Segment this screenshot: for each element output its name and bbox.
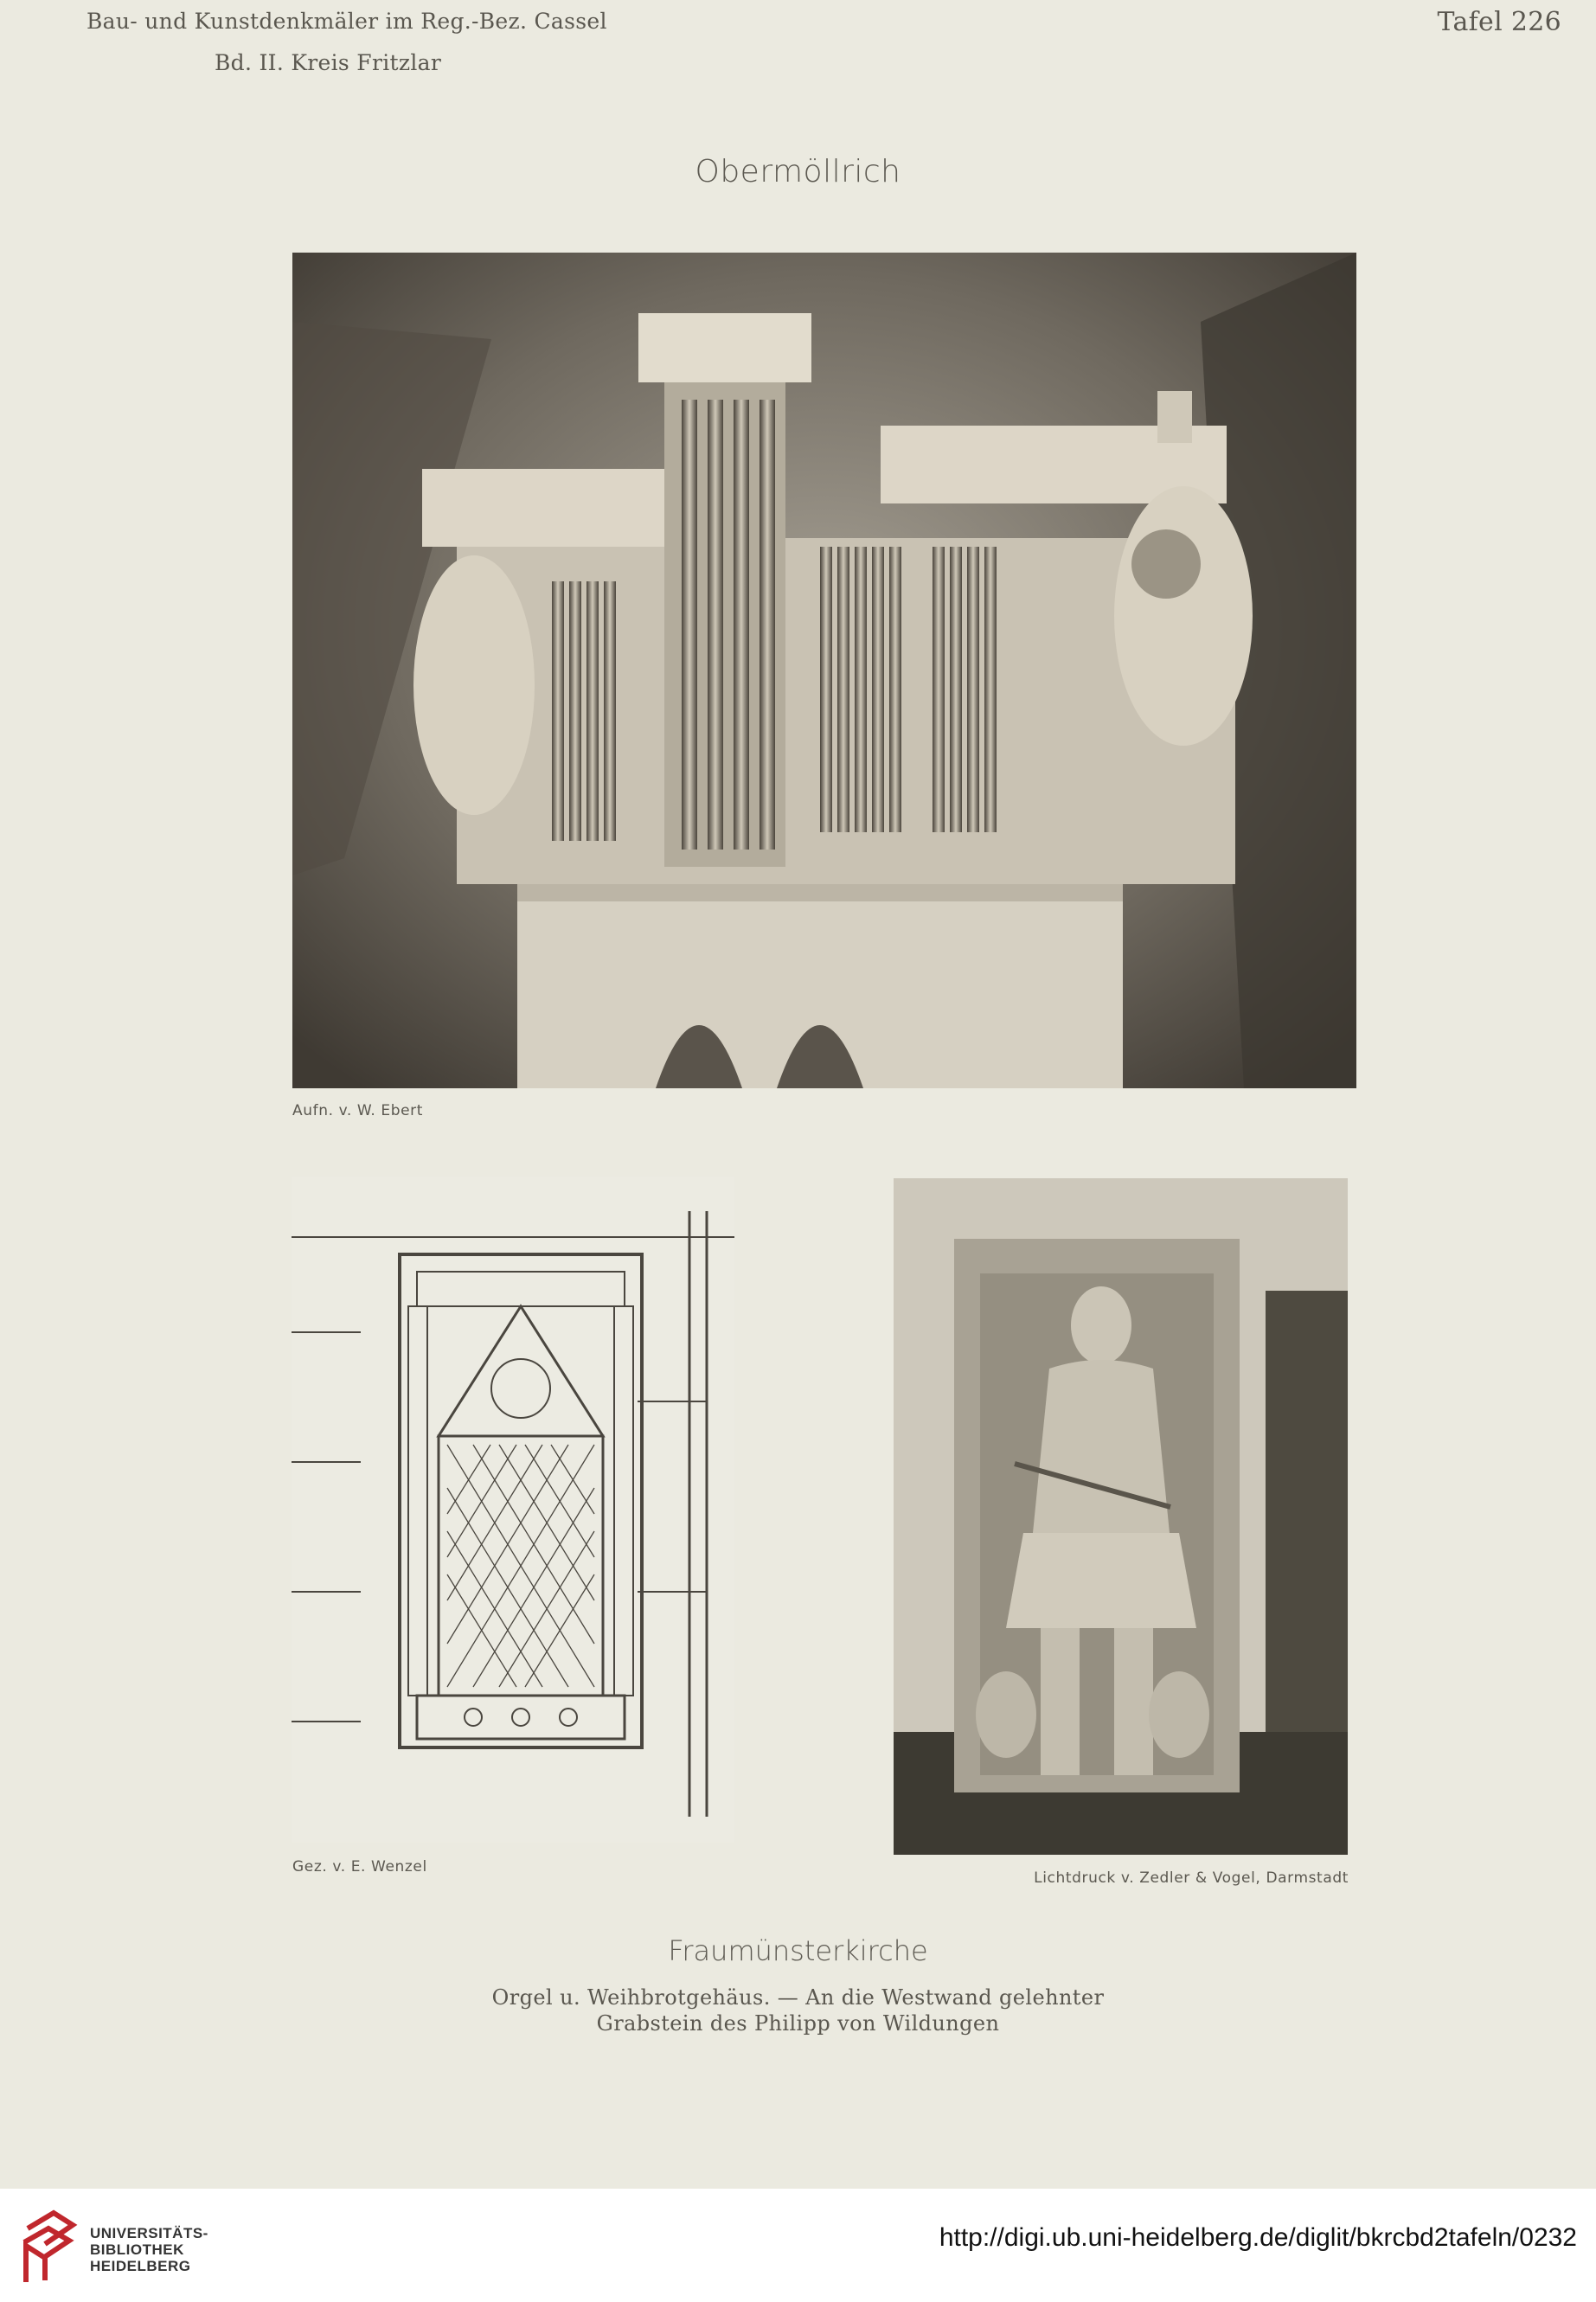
footer-bar: [0, 2189, 1596, 2302]
drawing-credit: Gez. v. E. Wenzel: [292, 1858, 427, 1876]
subject-line-1: Orgel u. Weihbrotgehäus. — An die Westwand gelehnter: [491, 1985, 1105, 2010]
library-name: [90, 2225, 208, 2274]
organ-photo: [292, 253, 1356, 1088]
library-name-line-3: HEIDELBERG: [90, 2258, 191, 2274]
subject-line-2: Grabstein des Philipp von Wildungen: [596, 2011, 1000, 2036]
library-name-line-2: BIBLIOTHEK: [90, 2241, 184, 2258]
volume-title: Bd. II. Kreis Fritzlar: [215, 50, 442, 75]
tombstone-photo: [894, 1178, 1348, 1855]
church-title: Fraumünsterkirche: [668, 1934, 928, 1967]
weihbrotgehaeus-drawing: [292, 1177, 734, 1843]
photo-credit: Aufn. v. W. Ebert: [292, 1102, 424, 1119]
series-title: Bau- und Kunstdenkmäler im Reg.-Bez. Cassel: [87, 9, 607, 34]
plate-number: Tafel 226: [1437, 7, 1561, 37]
library-name-line-1: UNIVERSITÄTS-: [90, 2225, 208, 2241]
library-logo-icon: [19, 2203, 80, 2287]
place-title: Obermöllrich: [695, 154, 901, 189]
permalink-url[interactable]: http://digi.ub.uni-heidelberg.de/diglit/bkrcbd2tafeln/0232: [939, 2223, 1577, 2252]
print-credit: Lichtdruck v. Zedler & Vogel, Darmstadt: [1034, 1869, 1349, 1887]
